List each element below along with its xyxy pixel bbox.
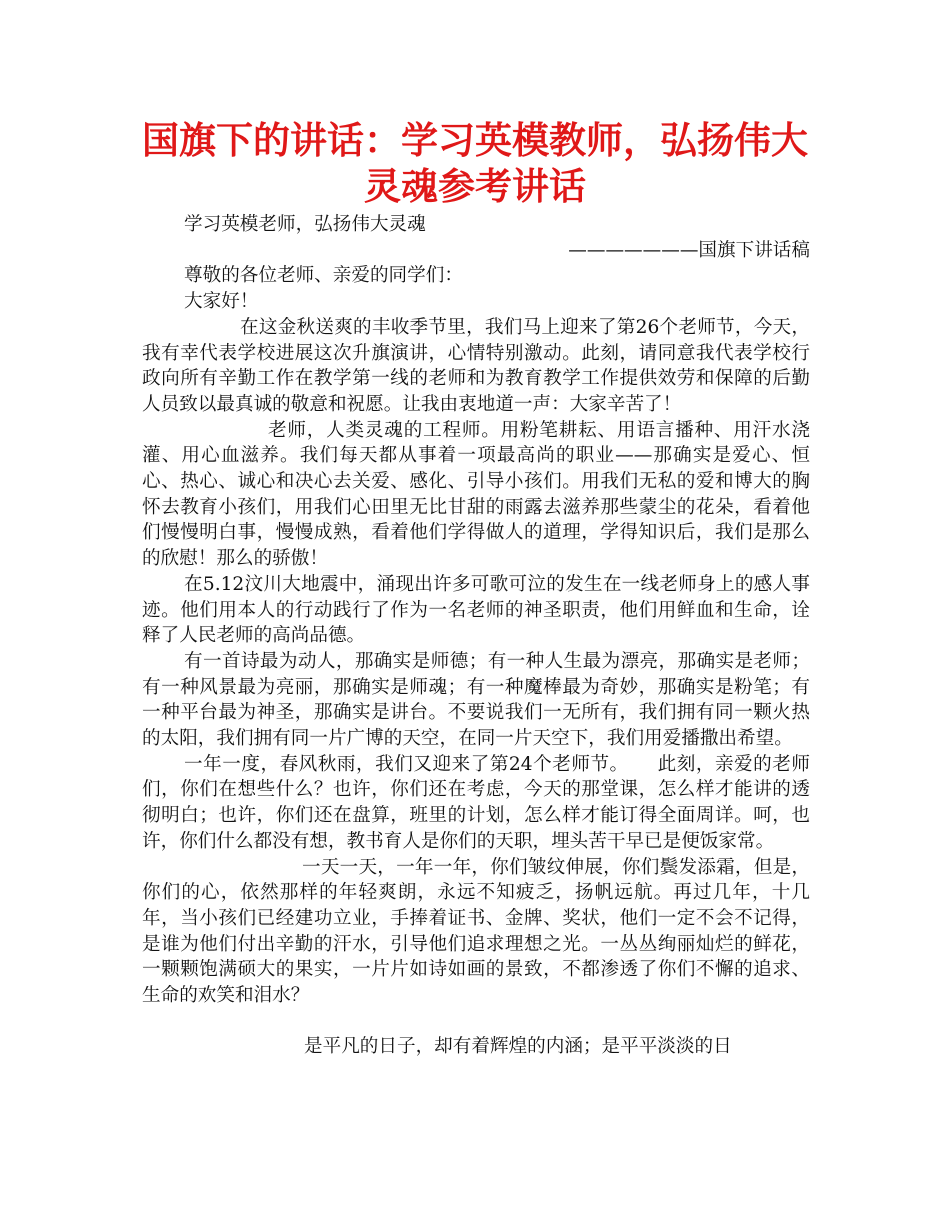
- document-title: 国旗下的讲话：学习英模教师，弘扬伟大灵魂参考讲话: [142, 119, 808, 208]
- byline: ———————国旗下讲话稿: [568, 239, 810, 261]
- paragraph-6: 一天一天，一年一年，你们皱纹伸展，你们鬓发添霜，但是，你们的心，依然那样的年轻爽朗，永远不知疲乏，扬帆远航。再过几年，十几年，当小孩们已经建功立业，手捧着证书、金牌、奖状，他们一定不会不记得，是谁为他们付出辛勤的汗水，引导他们追求理想之光。一丛丛绚丽灿烂的鲜花，一颗颗饱满硕大的果实，一片片如诗如画的景致，不都渗透了你们不懈的追求、生命的欢笑和泪水？: [142, 856, 810, 1007]
- paragraph-7-fragment: 是平凡的日子，却有着辉煌的内涵；是平平淡淡的日: [304, 1035, 732, 1057]
- paragraph-1: 在这金秋送爽的丰收季节里，我们马上迎来了第26个老师节，今天，我有幸代表学校进展这次升旗演讲，心情特别激动。此刻，请同意我代表学校行政向所有辛勤工作在教学第一线的老师和为教育教学工作提供效劳和保障的后勤人员致以最真诚的敬意和祝愿。让我由衷地道一声：大家辛苦了！: [142, 316, 810, 415]
- paragraph-5: 一年一度，春风秋雨，我们又迎来了第24个老师节。 此刻，亲爱的老师们，你们在想些什么？也许，你们还在考虑，今天的那堂课，怎么样才能讲的透彻明白；也许，你们还在盘算，班里的计划，怎么样才能订得全面周详。呵，也许，你们什么都没有想，教书育人是你们的天职，埋头苦干早已是便饭家常。: [142, 753, 810, 852]
- document-body: [142, 212, 810, 1060]
- paragraph-2: 老师，人类灵魂的工程师。用粉笔耕耘、用语言播种、用汗水浇灌、用心血滋养。我们每天都从事着一项最高尚的职业——那确实是爱心、恒心、热心、诚心和决心去关爱、感化、引导小孩们。用我们无私的爱和博大的胸怀去教育小孩们，用我们心田里无比甘甜的雨露去滋养那些蒙尘的花朵，看着他们慢慢明白事，慢慢成熟，看着他们学得做人的道理，学得知识后，我们是那么的欣慰！那么的骄傲！: [142, 419, 810, 570]
- subtitle: 学习英模老师，弘扬伟大灵魂: [184, 214, 426, 235]
- paragraph-4: 有一首诗最为动人，那确实是师德；有一种人生最为漂亮，那确实是老师；有一种风景最为亮丽，那确实是师魂；有一种魔棒最为奇妙，那确实是粉笔；有一种平台最为神圣，那确实是讲台。不要说我们一无所有，我们拥有同一颗火热的太阳，我们拥有同一片广博的天空，在同一片天空下，我们用爱播撒出希望。: [142, 650, 810, 750]
- greeting: 大家好！: [184, 291, 259, 313]
- salutation: 尊敬的各位老师、亲爱的同学们：: [184, 265, 463, 287]
- paragraph-gap: [142, 1009, 810, 1034]
- paragraph-3: 在5.12汶川大地震中，涌现出许多可歌可泣的发生在一线老师身上的感人事迹。他们用本人的行动践行了作为一名老师的神圣职责，他们用鲜血和生命，诠释了人民老师的高尚品德。: [142, 573, 810, 647]
